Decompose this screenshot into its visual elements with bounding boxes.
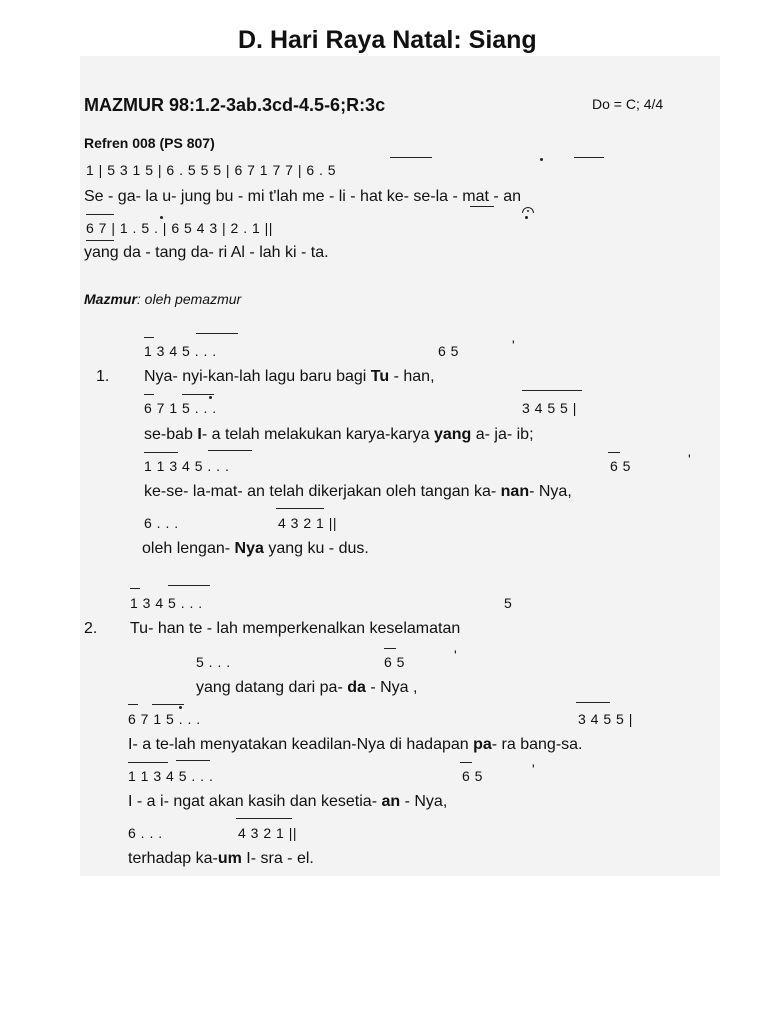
verse1-lyrics-2	[144, 427, 534, 443]
breath-mark: '	[454, 647, 458, 663]
refren-beam	[574, 157, 604, 158]
refren-beam	[390, 157, 432, 158]
verse2-lyrics-4c: - Nya,	[400, 793, 448, 810]
verse1-beam	[144, 452, 178, 453]
refren-notes-line-1: 1 | 5 3 1 5 | 6 . 5 5 5 | 6 7 1 7 7 | 6 . 5	[86, 162, 337, 178]
verse1-lyrics-4	[142, 541, 369, 557]
verse1-lyrics-2e: a- ja- ib;	[471, 426, 534, 443]
verse2-beam	[384, 648, 396, 649]
verse1-lyrics-1b: Tu	[370, 368, 390, 385]
high-note-dot	[179, 706, 182, 709]
refren-beam	[86, 214, 114, 215]
key-meter: Do = C; 4/4	[592, 96, 664, 112]
high-note-dot	[209, 396, 212, 399]
verse1-beam	[144, 394, 154, 395]
verse2-number: 2.	[84, 620, 98, 637]
verse1-notes-1a: 1 3 4 5 . . .	[144, 343, 217, 359]
verse2-lyrics-5a: terhadap ka-	[128, 850, 218, 867]
verse2-beam	[152, 704, 184, 705]
verse2-lyrics-2b: da	[347, 679, 366, 696]
verse1-beam	[144, 337, 154, 338]
verse1-lyrics-4c: yang ku - dus.	[263, 540, 369, 557]
verse1-lyrics-1	[144, 369, 435, 385]
verse2-lyrics-3c: - ra bang-sa.	[491, 736, 583, 753]
verse1-beam	[276, 508, 324, 509]
verse2-lyrics-5c: I- sra - el.	[241, 850, 314, 867]
verse2-notes-3a: 6 7 1 5 . . .	[128, 711, 201, 727]
verse1-lyrics-4a: oleh lengan-	[142, 540, 235, 557]
mazmur-credit	[84, 292, 241, 306]
verse1-beam	[608, 452, 620, 453]
fermata-icon	[522, 207, 534, 213]
verse1-lyrics-3b: nan	[500, 483, 530, 500]
verse2-beam	[128, 704, 138, 705]
page-title: D. Hari Raya Natal: Siang	[238, 26, 537, 54]
verse1-notes-4b: 4 3 2 1 ||	[278, 515, 337, 531]
verse2-lyrics-4a: I - a i- ngat akan kasih dan kesetia-	[128, 793, 382, 810]
verse2-lyrics-3	[128, 737, 583, 753]
verse2-notes-5b: 4 3 2 1 ||	[238, 825, 297, 841]
verse2-lyrics-4	[128, 794, 447, 810]
verse2-notes-2a: 5 . . .	[196, 654, 231, 670]
verse1-beam	[182, 394, 214, 395]
verse1-number: 1.	[96, 368, 110, 385]
verse1-lyrics-3	[144, 484, 572, 500]
verse1-lyrics-1c: - han,	[389, 368, 435, 385]
verse1-notes-2a: 6 7 1 5 . . .	[144, 400, 217, 416]
verse2-lyrics-2	[196, 680, 417, 696]
verse2-beam	[168, 585, 210, 586]
verse1-lyrics-2d: yang	[433, 426, 472, 443]
high-note-dot	[540, 158, 543, 161]
refren-label: Refren 008 (PS 807)	[84, 135, 215, 151]
mazmur-credit-bold: Mazmur	[84, 291, 137, 307]
verse1-lyrics-4b: Nya	[234, 540, 264, 557]
verse1-beam	[522, 390, 582, 391]
slur-mark	[470, 206, 494, 207]
breath-mark: '	[512, 337, 516, 353]
verse1-notes-3b: 6 5	[610, 458, 631, 474]
refren-lyrics-line-1: Se - ga- la u- jung bu - mi t'lah me - li - hat ke- se-la - mat - an	[84, 188, 521, 205]
verse1-notes-3a: 1 1 3 4 5 . . .	[144, 458, 230, 474]
verse2-lyrics-2a: yang datang dari pa-	[196, 679, 348, 696]
breath-mark: '	[688, 451, 692, 467]
verse2-lyrics-2c: - Nya ,	[365, 679, 418, 696]
verse2-notes-1b: 5	[504, 595, 513, 611]
slur-mark	[86, 240, 114, 241]
verse1-notes-2b: 3 4 5 5 |	[522, 400, 577, 416]
verse2-beam	[460, 762, 472, 763]
verse1-lyrics-2a: se-bab	[144, 426, 198, 443]
verse1-lyrics-2c: - a telah melakukan karya-karya	[201, 426, 434, 443]
verse2-notes-1a: 1 3 4 5 . . .	[130, 595, 203, 611]
verse1-lyrics-3c: - Nya,	[529, 483, 572, 500]
verse2-lyrics-1: Tu- han te - lah memperkenalkan keselamatan	[130, 620, 461, 637]
verse2-beam	[236, 818, 292, 819]
verse2-notes-4a: 1 1 3 4 5 . . .	[128, 768, 214, 784]
refren-notes-line-2: 6 7 | 1 . 5 . | 6 5 4 3 | 2 . 1 ||	[86, 220, 273, 236]
verse1-lyrics-1a: Nya- nyi-kan-lah lagu baru bagi	[144, 368, 371, 385]
verse2-lyrics-4b: an	[381, 793, 401, 810]
verse1-beam	[196, 333, 238, 334]
verse2-notes-5a: 6 . . .	[128, 825, 163, 841]
verse1-notes-1b: 6 5	[438, 343, 459, 359]
verse1-beam	[208, 450, 252, 451]
mazmur-credit-rest: : oleh pemazmur	[136, 291, 242, 307]
high-note-dot	[525, 216, 528, 219]
verse2-beam	[176, 760, 210, 761]
verse2-lyrics-5b: um	[217, 850, 242, 867]
verse2-notes-4b: 6 5	[462, 768, 483, 784]
verse1-lyrics-2b: I	[197, 426, 202, 443]
verse1-notes-4a: 6 . . .	[144, 515, 179, 531]
high-note-dot	[160, 216, 163, 219]
refren-lyrics-line-2: yang da - tang da- ri Al - lah ki - ta.	[84, 244, 329, 261]
verse2-lyrics-3b: pa	[473, 736, 492, 753]
breath-mark: '	[532, 761, 536, 777]
verse1-lyrics-3a: ke-se- la-mat- an telah dikerjakan oleh tangan ka-	[144, 483, 501, 500]
verse2-lyrics-5	[128, 851, 314, 867]
verse2-beam	[576, 702, 610, 703]
verse2-beam	[128, 762, 168, 763]
verse2-notes-2b: 6 5	[384, 654, 405, 670]
verse2-notes-3b: 3 4 5 5 |	[578, 711, 633, 727]
verse2-beam	[130, 588, 140, 589]
mazmur-heading: MAZMUR 98:1.2-3ab.3cd-4.5-6;R:3c	[84, 95, 386, 115]
verse2-lyrics-3a: I- a te-lah menyatakan keadilan-Nya di hadapan	[128, 736, 474, 753]
